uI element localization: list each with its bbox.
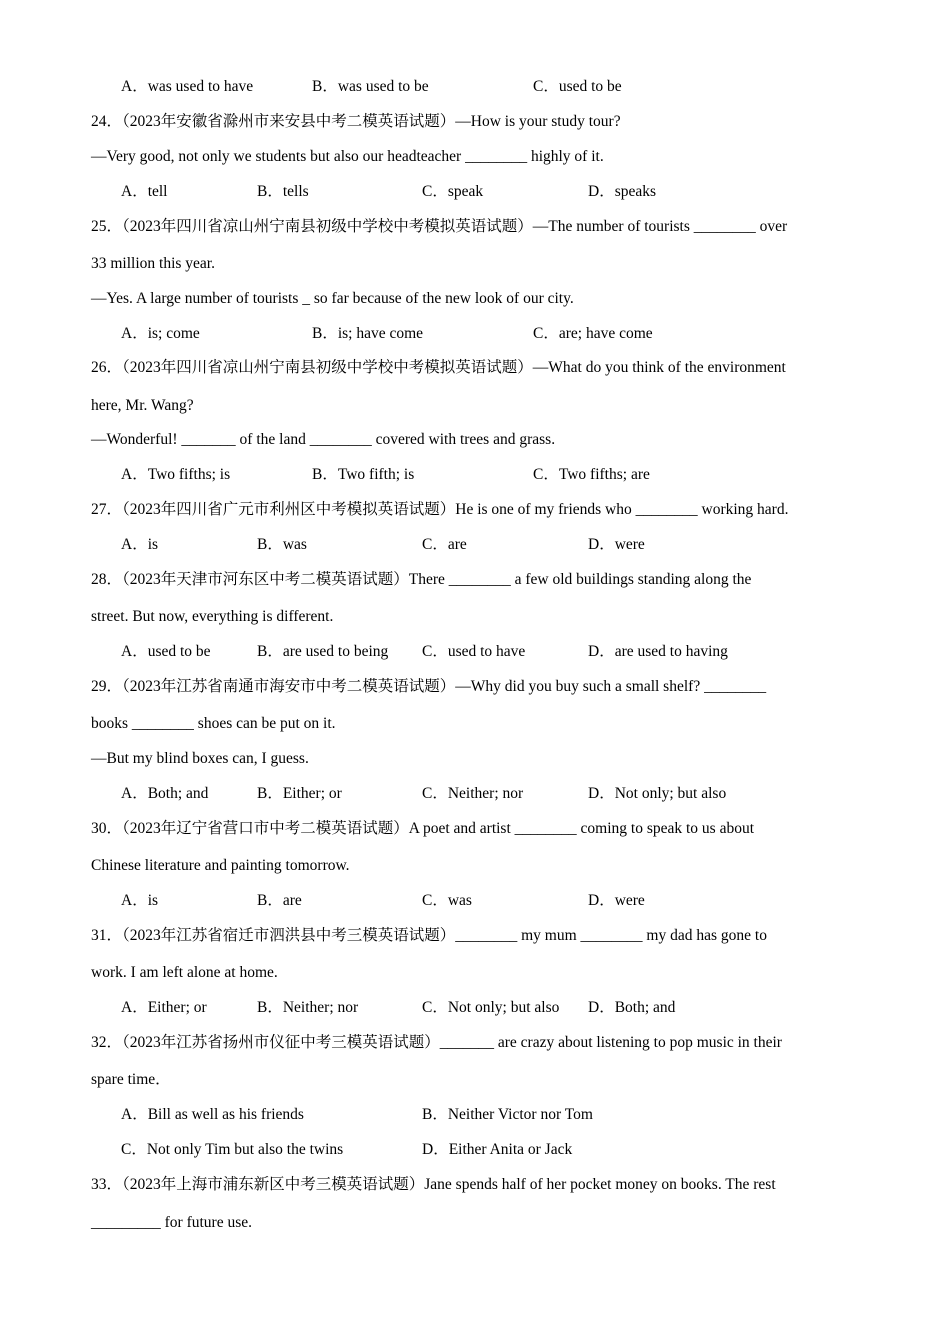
q28-stem: 28．（2023年天津市河东区中考二模英语试题）There ________ a few old buildings standing along the <box>91 571 752 588</box>
q27-stem: 27．（2023年四川省广元市利州区中考模拟英语试题）He is one of my friends who ________ working hard. <box>91 501 789 518</box>
q25-stem: 25．（2023年四川省凉山州宁南县初级中学校中考模拟英语试题）—The number of tourists ________ over <box>91 218 788 235</box>
q24-option-c[interactable]: C．speak <box>422 183 484 200</box>
q26-option-a[interactable]: A．Two fifths; is <box>121 466 231 483</box>
q29-option-c[interactable]: C．Neither; nor <box>422 785 524 802</box>
q30-option-a[interactable]: A．is <box>121 892 159 909</box>
q31-option-c[interactable]: C．Not only; but also <box>422 999 560 1016</box>
q32-option-c[interactable]: C．Not only Tim but also the twins <box>121 1141 344 1158</box>
q24-stem: 24．（2023年安徽省滁州市来安县中考二模英语试题）—How is your study tour? <box>91 113 621 130</box>
q29-option-a[interactable]: A．Both; and <box>121 785 209 802</box>
q26-line3: —Wonderful! _______ of the land ________ covered with trees and grass. <box>91 431 556 448</box>
q23-option-a[interactable]: A．was used to have <box>121 78 254 95</box>
q24-option-d[interactable]: D．speaks <box>588 183 657 200</box>
q30-stem: 30．（2023年辽宁省营口市中考二模英语试题）A poet and artist ________ coming to speak to us about <box>91 820 755 837</box>
q27-option-d[interactable]: D．were <box>588 536 645 553</box>
q28-option-b[interactable]: B．are used to being <box>257 643 389 660</box>
q31-stem: 31．（2023年江苏省宿迁市泗洪县中考三模英语试题）________ my mum ________ my dad has gone to <box>91 927 767 944</box>
q27-option-b[interactable]: B．was <box>257 536 307 553</box>
q33-line2: _________ for future use. <box>91 1214 252 1231</box>
q29-stem: 29．（2023年江苏省南通市海安市中考二模英语试题）—Why did you buy such a small shelf? ________ <box>91 678 767 695</box>
q28-option-c[interactable]: C．used to have <box>422 643 526 660</box>
q33-stem: 33．（2023年上海市浦东新区中考三模英语试题）Jane spends half of her pocket money on books. The rest <box>91 1176 776 1193</box>
q28-option-a[interactable]: A．used to be <box>121 643 211 660</box>
q29-line2: books ________ shoes can be put on it. <box>91 715 336 732</box>
q32-stem: 32．（2023年江苏省扬州市仪征中考三模英语试题）_______ are crazy about listening to pop music in their <box>91 1034 782 1051</box>
q32-line2: spare time． <box>91 1071 171 1088</box>
q29-line3: —But my blind boxes can, I guess. <box>91 750 309 767</box>
q26-stem: 26．（2023年四川省凉山州宁南县初级中学校中考模拟英语试题）—What do you think of the environment <box>91 359 786 376</box>
q31-line2: work. I am left alone at home. <box>91 964 278 981</box>
q26-option-b[interactable]: B．Two fifth; is <box>312 466 415 483</box>
q24-option-b[interactable]: B．tells <box>257 183 309 200</box>
q29-option-b[interactable]: B．Either; or <box>257 785 342 802</box>
q26-line2: here, Mr. Wang? <box>91 397 194 414</box>
q29-option-d[interactable]: D．Not only; but also <box>588 785 727 802</box>
q24-option-a[interactable]: A．tell <box>121 183 168 200</box>
q32-option-d[interactable]: D．Either Anita or Jack <box>422 1141 573 1158</box>
q25-option-c[interactable]: C．are; have come <box>533 325 653 342</box>
q28-option-d[interactable]: D．are used to having <box>588 643 728 660</box>
q30-option-d[interactable]: D．were <box>588 892 645 909</box>
q32-option-a[interactable]: A．Bill as well as his friends <box>121 1106 304 1123</box>
q25-line3: —Yes. A large number of tourists _ so far because of the new look of our city. <box>91 290 574 307</box>
q23-option-b[interactable]: B．was used to be <box>312 78 429 95</box>
q28-line2: street. But now, everything is different. <box>91 608 334 625</box>
q30-option-c[interactable]: C．was <box>422 892 472 909</box>
q31-option-d[interactable]: D．Both; and <box>588 999 676 1016</box>
q25-option-b[interactable]: B．is; have come <box>312 325 424 342</box>
q32-option-b[interactable]: B．Neither Victor nor Tom <box>422 1106 593 1123</box>
q30-option-b[interactable]: B．are <box>257 892 302 909</box>
q23-option-c[interactable]: C．used to be <box>533 78 622 95</box>
q31-option-b[interactable]: B．Neither; nor <box>257 999 359 1016</box>
q31-option-a[interactable]: A．Either; or <box>121 999 207 1016</box>
q30-line2: Chinese literature and painting tomorrow. <box>91 857 350 874</box>
q25-option-a[interactable]: A．is; come <box>121 325 200 342</box>
q25-line2: 33 million this year. <box>91 255 215 272</box>
q26-option-c[interactable]: C．Two fifths; are <box>533 466 650 483</box>
q27-option-a[interactable]: A．is <box>121 536 159 553</box>
q27-option-c[interactable]: C．are <box>422 536 467 553</box>
q24-line2: —Very good, not only we students but also our headteacher ________ highly of it. <box>91 148 604 165</box>
